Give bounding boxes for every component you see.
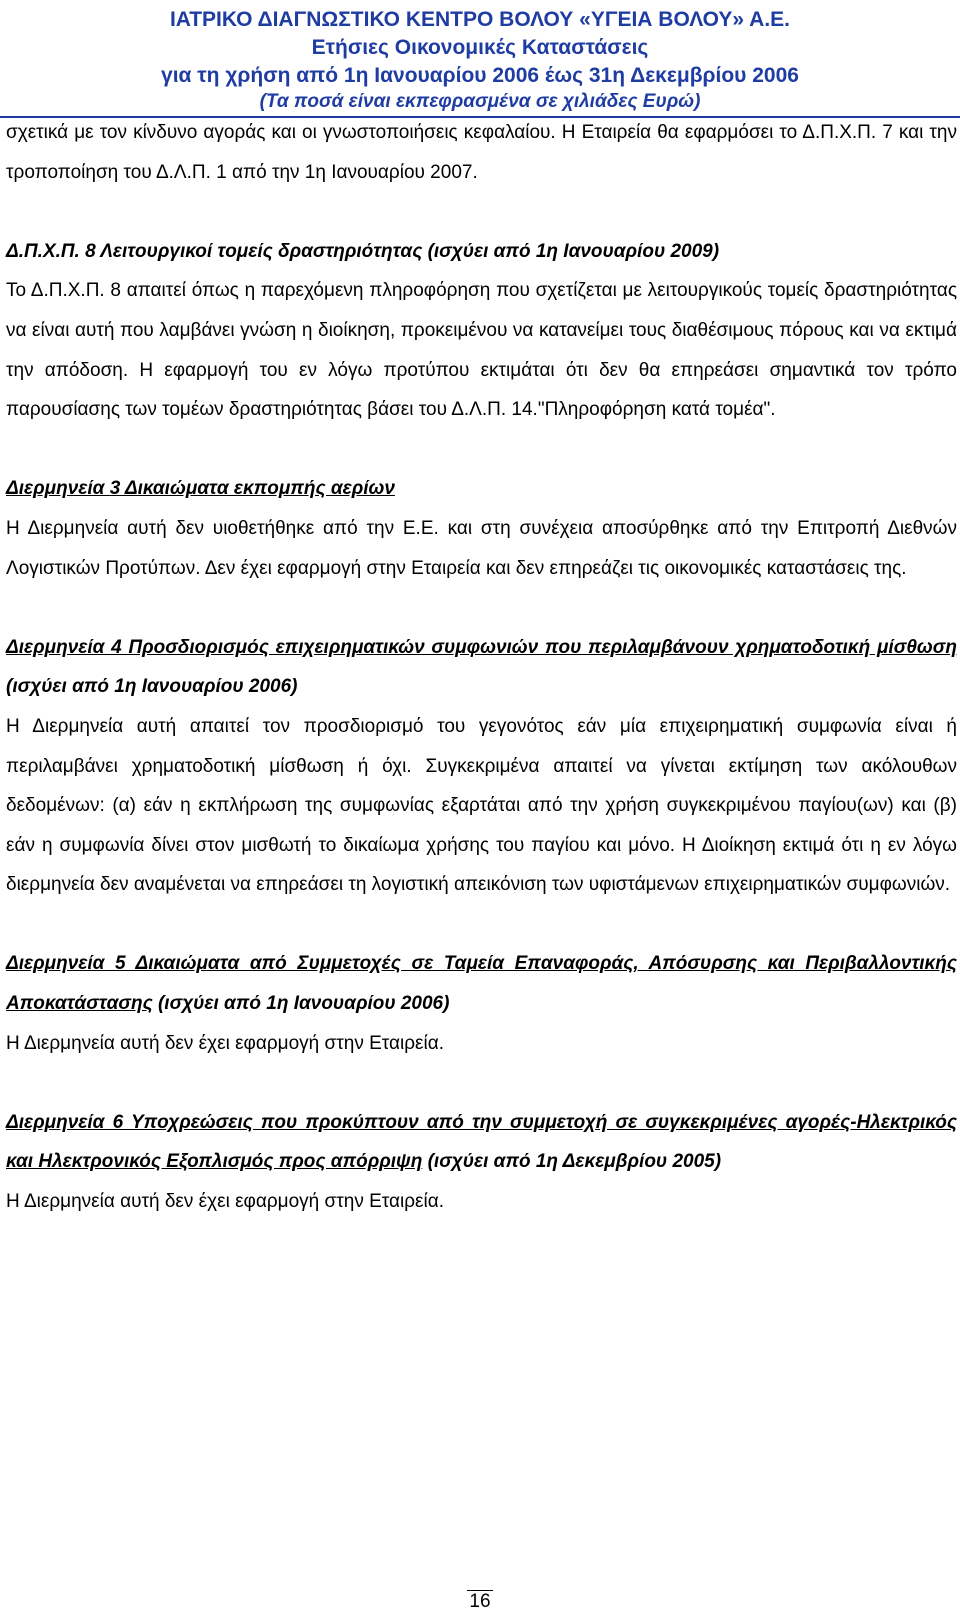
spacer: [6, 430, 957, 470]
document-body: [6, 113, 957, 1222]
section-interpretation-5: [6, 944, 957, 1063]
section-title: [6, 1103, 957, 1182]
fiscal-period: για τη χρήση από 1η Ιανουαρίου 2006 έως 31η Δεκεμβρίου 2006: [161, 64, 799, 87]
currency-note: (Τα ποσά είναι εκπεφρασμένα σε χιλιάδες Ευρώ): [259, 91, 701, 112]
section-title-underlined: Διερμηνεία 6 Υποχρεώσεις που προκύπτουν από την συμμετοχή σε συγκεκριμένες αγορές-Ηλεκτρικός και Ηλεκτρονικός Εξοπλισμός προς απόρριψη: [6, 1111, 957, 1173]
section-title-underlined: Διερμηνεία 5 Δικαιώματα από Συμμετοχές σε Ταμεία Επαναφοράς, Απόσυρσης και Περιβαλλοντικής Αποκατάστασης: [6, 953, 957, 1015]
page-footer: [0, 1590, 960, 1614]
section-title: [6, 469, 957, 509]
section-body: Η Διερμηνεία αυτή δεν υιοθετήθηκε από την Ε.Ε. και στη συνέχεια αποσύρθηκε από την Επιτροπή Διεθνών Λογιστικών Προτύπων. Δεν έχει εφαρμογή στην Εταιρεία και δεν επηρεάζει τις οικονομικές καταστάσεις της.: [6, 517, 957, 579]
section-title: [6, 232, 957, 272]
section-interpretation-4: [6, 628, 957, 905]
section-body: Η Διερμηνεία αυτή απαιτεί τον προσδιορισμό του γεγονότος εάν μία επιχειρηματική συμφωνία είναι ή περιλαμβάνει χρηματοδοτική μίσθωση ή όχι. Συγκεκριμένα απαιτεί να γίνεται εκτίμηση των ακόλουθων δεδομένων: (α) εάν η εκπλήρωση της συμφωνίας εξαρτάται από την χρήση συγκεκριμένου παγίου(ων) και (β) εάν η συμφωνία δίνει στον μισθωτή το δικαίωμα χρήσης του παγίου και μόνο. Η Διοίκηση εκτιμά ότι η εν λόγω διερμηνεία δεν αναμένεται να επηρεάσει τη λογιστική απεικόνιση των υφιστάμενων επιχειρηματικών συμφωνιών.: [6, 715, 957, 896]
spacer: [6, 192, 957, 232]
spacer: [6, 1063, 957, 1103]
page-number: 16: [469, 1591, 491, 1612]
section-interpretation-3: [6, 469, 957, 588]
section-body: Το Δ.Π.Χ.Π. 8 απαιτεί όπως η παρεχόμενη πληροφόρηση που σχετίζεται με λειτουργικούς τομείς δραστηριότητας να είναι αυτή που λαμβάνει γνώση η διοίκηση, προκειμένου να κατανείμει τους διαθέσιμους πόρους και να εκτιμά την απόδοση. Η εφαρμογή του εν λόγω προτύπου εκτιμάται ότι δεν θα επηρεάσει σημαντικά τον τρόπο παρουσίασης των τομέων δραστηριότητας βάσει του Δ.Λ.Π. 14."Πληροφόρηση κατά τομέα".: [6, 280, 957, 421]
section-body: Η Διερμηνεία αυτή δεν έχει εφαρμογή στην Εταιρεία.: [6, 1032, 444, 1054]
page-header: [0, 6, 960, 114]
section-title-effective: (ισχύει από 1η Δεκεμβρίου 2005): [422, 1151, 722, 1173]
intro-paragraph: σχετικά με τον κίνδυνο αγοράς και οι γνωστοποιήσεις κεφαλαίου. Η Εταιρεία θα εφαρμόσει το Δ.Π.Χ.Π. 7 και την τροποποίηση του Δ.Λ.Π. 1 από την 1η Ιανουαρίου 2007.: [6, 122, 957, 183]
section-title-effective: (ισχύει από 1η Ιανουαρίου 2006): [6, 676, 298, 698]
spacer: [6, 905, 957, 945]
document-title: Ετήσιες Οικονομικές Καταστάσεις: [311, 36, 649, 59]
section-interpretation-6: [6, 1103, 957, 1222]
section-title-effective: (ισχύει από 1η Ιανουαρίου 2006): [152, 993, 450, 1015]
section-title-text: Δ.Π.Χ.Π. 8 Λειτουργικοί τομείς δραστηριότητας (ισχύει από 1η Ιανουαρίου 2009): [6, 240, 720, 262]
section-body: Η Διερμηνεία αυτή δεν έχει εφαρμογή στην Εταιρεία.: [6, 1191, 444, 1213]
section-title: [6, 944, 957, 1023]
section-title-text: Διερμηνεία 3 Δικαιώματα εκπομπής αερίων: [6, 478, 395, 500]
company-name: ΙΑΤΡΙΚΟ ΔΙΑΓΝΩΣΤΙΚΟ ΚΕΝΤΡΟ ΒΟΛΟΥ «ΥΓΕΙΑ ΒΟΛΟΥ» Α.Ε.: [169, 8, 791, 31]
section-title-underlined: Διερμηνεία 4 Προσδιορισμός επιχειρηματικών συμφωνιών που περιλαμβάνουν χρηματοδοτική μίσθωση: [6, 636, 957, 658]
section-title: [6, 628, 957, 707]
spacer: [6, 588, 957, 628]
section-ifrs8: [6, 232, 957, 430]
